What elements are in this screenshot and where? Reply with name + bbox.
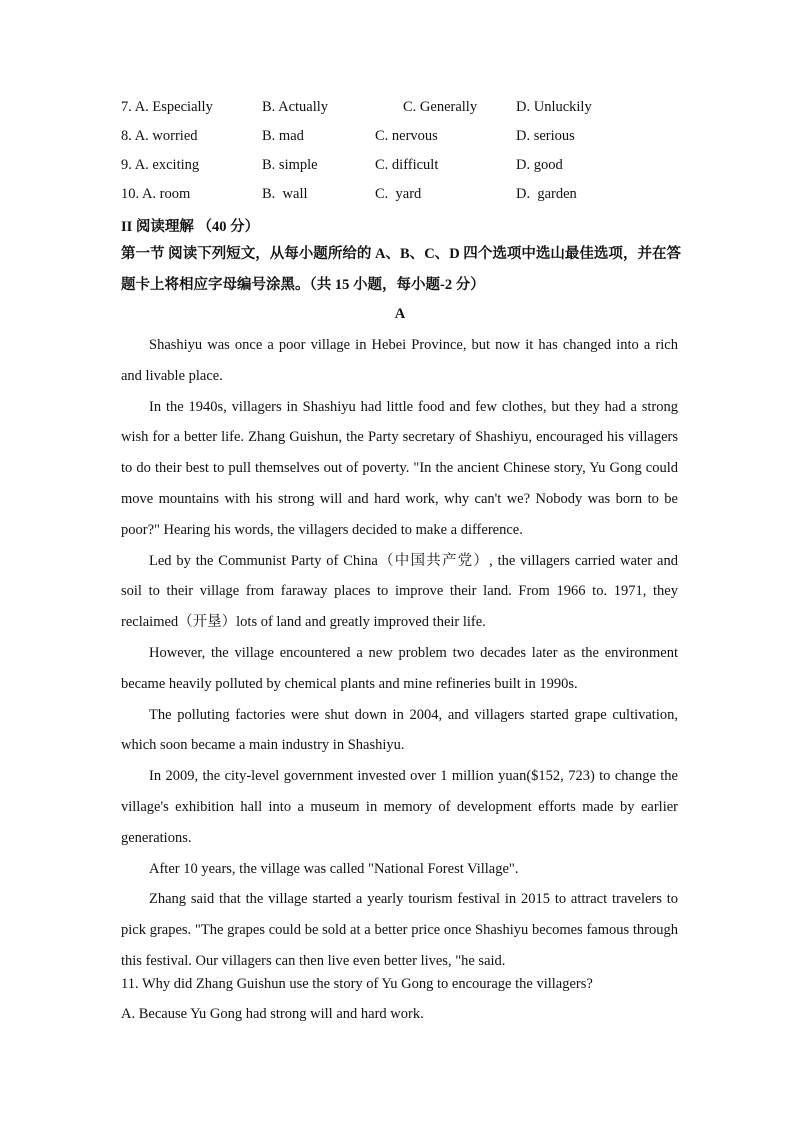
section-instructions: 第一节 阅读下列短文，从每小题所给的 A、B、C、D 四个选项中选山最佳选项，并在答题卡上将相应字母编号涂黑。（共 15 小题，每小题-2 分） — [121, 246, 681, 293]
answer-option-a: A. Because Yu Gong had strong will and hard work. — [121, 1006, 424, 1022]
option-a: 8. A. worried — [121, 128, 198, 144]
paragraph: After 10 years, the village was called "National Forest Village". — [149, 860, 519, 877]
paragraph: Shashiyu was once a poor village in Hebei Province, but now it has changed into a rich and livable place. — [121, 337, 678, 384]
option-row-10 — [121, 186, 721, 206]
paragraph: The polluting factories were shut down in 2004, and villagers started grape cultivation, which soon became a main industry in Shashiyu. — [121, 706, 678, 754]
option-b: B. wall — [262, 186, 308, 202]
option-b: B. Actually — [262, 99, 329, 115]
option-d: D. Unluckily — [516, 99, 592, 115]
option-c: C. difficult — [375, 157, 439, 173]
paragraph: Led by the Communist Party of China（中国共产党）, the villagers carried water and soil to their village from faraway places to improve their land. From 1966 to. 1971, they reclaimed（开垦）lots of land and greatly improved their life. — [121, 552, 678, 631]
question-11: 11. Why did Zhang Guishun use the story of Yu Gong to encourage the villagers? — [121, 976, 593, 992]
option-row-7 — [121, 99, 721, 119]
option-a: 7. A. Especially — [121, 99, 213, 115]
section-heading: II 阅读理解 （40 分） — [121, 219, 260, 235]
option-b: B. mad — [262, 128, 304, 144]
option-a: 10. A. room — [121, 186, 191, 202]
paragraph: In the 1940s, villagers in Shashiyu had little food and few clothes, but they had a strong wish for a better life. Zhang Guishun, the Party secretary of Shashiyu, encouraged his villagers to do their best to pull themselves out of poverty. "In the ancient Chinese story, Yu Gong could move mountains with his strong will and hard work, why can't we? Nobody was born to be poor?" Hearing his words, the villagers decided to make a difference. — [121, 398, 678, 538]
paragraph: Zhang said that the village started a yearly tourism festival in 2015 to attract travelers to pick grapes. "The grapes could be sold at a better price once Shashiyu becomes famous through this festival. Our villagers can then live even better lives, "he said. — [121, 891, 678, 969]
option-c: C. yard — [375, 186, 422, 202]
option-row-8 — [121, 128, 721, 148]
option-d: D. serious — [516, 128, 575, 144]
option-b: B. simple — [262, 157, 318, 173]
paragraph: However, the village encountered a new problem two decades later as the environment became heavily polluted by chemical plants and mine refineries built in 1990s. — [121, 644, 678, 692]
passage-title: A — [394, 306, 406, 322]
option-d: D. garden — [516, 186, 577, 202]
option-c: C. nervous — [375, 128, 438, 144]
option-row-9 — [121, 157, 721, 177]
passage-body — [121, 330, 678, 977]
option-a: 9. A. exciting — [121, 157, 200, 173]
option-d: D. good — [516, 157, 563, 173]
option-c: C. Generally — [403, 99, 478, 115]
paragraph: In 2009, the city-level government invested over 1 million yuan($152, 723) to change the village's exhibition hall into a museum in memory of development efforts made by earlier generations. — [121, 768, 678, 846]
